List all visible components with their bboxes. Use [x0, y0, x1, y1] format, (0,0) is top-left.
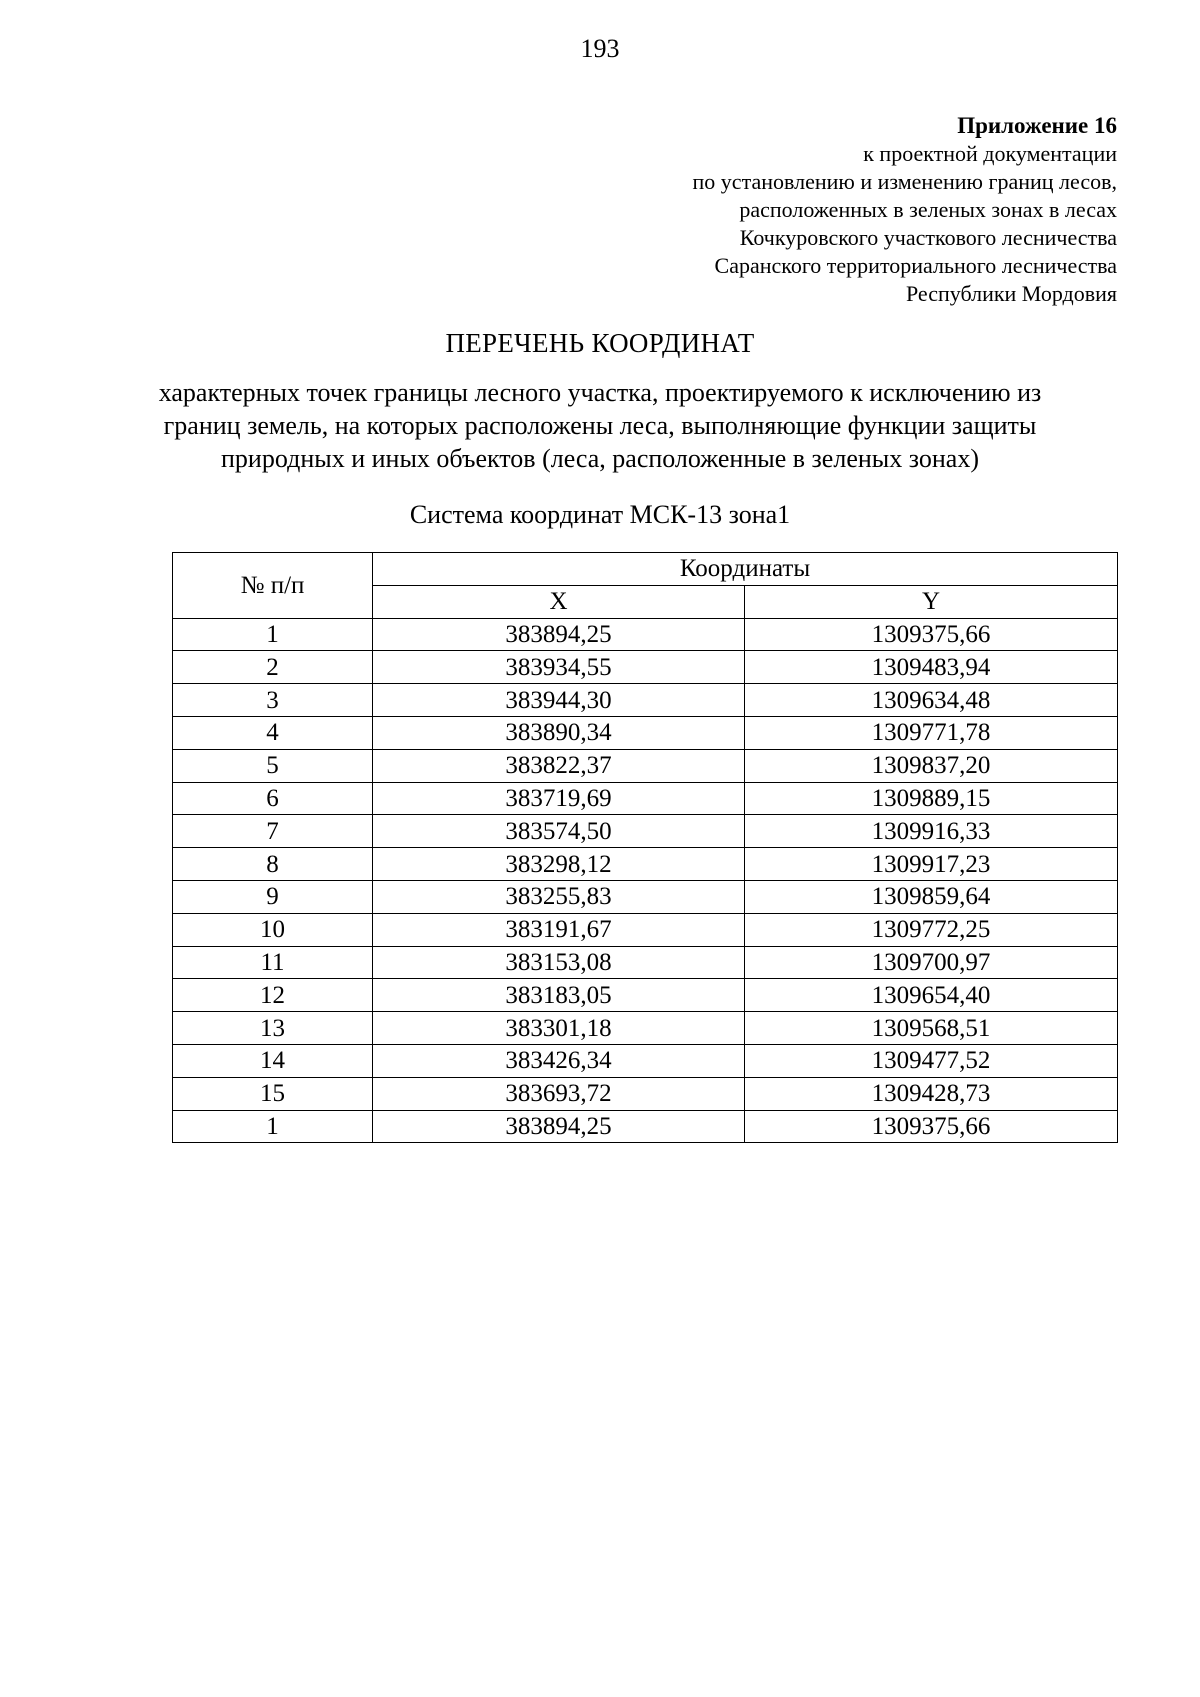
cell-number: 14: [173, 1044, 373, 1077]
cell-number: 10: [173, 913, 373, 946]
cell-y: 1309916,33: [745, 815, 1118, 848]
cell-number: 2: [173, 651, 373, 684]
appendix-line: Кочкуровского участкового лесничества: [739, 225, 1117, 250]
cell-y: 1309771,78: [745, 716, 1118, 749]
cell-x: 383719,69: [373, 782, 745, 815]
table-row: [173, 716, 1118, 749]
appendix-line: Саранского территориального лесничества: [714, 253, 1117, 278]
table-row: [173, 815, 1118, 848]
header-y: Y: [745, 585, 1118, 618]
appendix-line: по установлению и изменению границ лесов,: [692, 169, 1117, 194]
cell-y: 1309772,25: [745, 913, 1118, 946]
appendix-line: расположенных в зеленых зонах в лесах: [739, 197, 1117, 222]
header-x: X: [373, 585, 745, 618]
appendix-line: к проектной документации: [863, 141, 1117, 166]
cell-x: 383934,55: [373, 651, 745, 684]
header-number: № п/п: [173, 553, 373, 619]
cell-y: 1309375,66: [745, 1110, 1118, 1143]
cell-y: 1309654,40: [745, 979, 1118, 1012]
table-row: [173, 782, 1118, 815]
cell-x: 383153,08: [373, 946, 745, 979]
cell-number: 5: [173, 749, 373, 782]
cell-x: 383426,34: [373, 1044, 745, 1077]
coordinates-table: [172, 552, 1118, 1143]
document-subtitle: характерных точек границы лесного участка, проектируемого к исключению из границ земель, на которых расположены леса, выполняющие функции защиты природных и иных объектов (леса, расположенные в зеленых зонах): [158, 378, 1042, 473]
cell-y: 1309477,52: [745, 1044, 1118, 1077]
table-header-row: [173, 553, 1118, 586]
cell-y: 1309889,15: [745, 782, 1118, 815]
table-row: [173, 946, 1118, 979]
cell-number: 11: [173, 946, 373, 979]
cell-y: 1309634,48: [745, 684, 1118, 717]
cell-number: 1: [173, 1110, 373, 1143]
table-row: [173, 749, 1118, 782]
document-title: ПЕРЕЧЕНЬ КООРДИНАТ: [445, 328, 755, 358]
cell-y: 1309917,23: [745, 848, 1118, 881]
page-number: 193: [580, 34, 620, 63]
appendix-title: Приложение 16: [957, 113, 1117, 138]
cell-x: 383693,72: [373, 1077, 745, 1110]
table-row: [173, 618, 1118, 651]
cell-number: 1: [173, 618, 373, 651]
cell-y: 1309428,73: [745, 1077, 1118, 1110]
table-row: [173, 913, 1118, 946]
table-body: [173, 618, 1118, 1143]
header-coordinates: Координаты: [373, 553, 1118, 586]
cell-number: 9: [173, 880, 373, 913]
cell-number: 12: [173, 979, 373, 1012]
table-row: [173, 979, 1118, 1012]
appendix-block: [693, 112, 1117, 308]
cell-number: 13: [173, 1012, 373, 1045]
table-row: [173, 684, 1118, 717]
cell-y: 1309483,94: [745, 651, 1118, 684]
cell-x: 383890,34: [373, 716, 745, 749]
appendix-line: Республики Мордовия: [905, 281, 1117, 306]
table-row: [173, 880, 1118, 913]
cell-x: 383301,18: [373, 1012, 745, 1045]
cell-number: 7: [173, 815, 373, 848]
cell-y: 1309568,51: [745, 1012, 1118, 1045]
cell-x: 383191,67: [373, 913, 745, 946]
cell-number: 8: [173, 848, 373, 881]
table-row: [173, 651, 1118, 684]
cell-number: 15: [173, 1077, 373, 1110]
cell-y: 1309859,64: [745, 880, 1118, 913]
cell-y: 1309837,20: [745, 749, 1118, 782]
cell-x: 383298,12: [373, 848, 745, 881]
coordinate-system-label: Система координат МСК-13 зона1: [409, 500, 791, 529]
cell-x: 383183,05: [373, 979, 745, 1012]
cell-number: 4: [173, 716, 373, 749]
cell-x: 383822,37: [373, 749, 745, 782]
table-row: [173, 1044, 1118, 1077]
cell-x: 383255,83: [373, 880, 745, 913]
cell-x: 383894,25: [373, 618, 745, 651]
cell-number: 6: [173, 782, 373, 815]
table-row: [173, 848, 1118, 881]
cell-y: 1309700,97: [745, 946, 1118, 979]
cell-x: 383574,50: [373, 815, 745, 848]
cell-number: 3: [173, 684, 373, 717]
table-row: [173, 1012, 1118, 1045]
table-row: [173, 1077, 1118, 1110]
cell-x: 383944,30: [373, 684, 745, 717]
cell-y: 1309375,66: [745, 618, 1118, 651]
cell-x: 383894,25: [373, 1110, 745, 1143]
table-row: [173, 1110, 1118, 1143]
